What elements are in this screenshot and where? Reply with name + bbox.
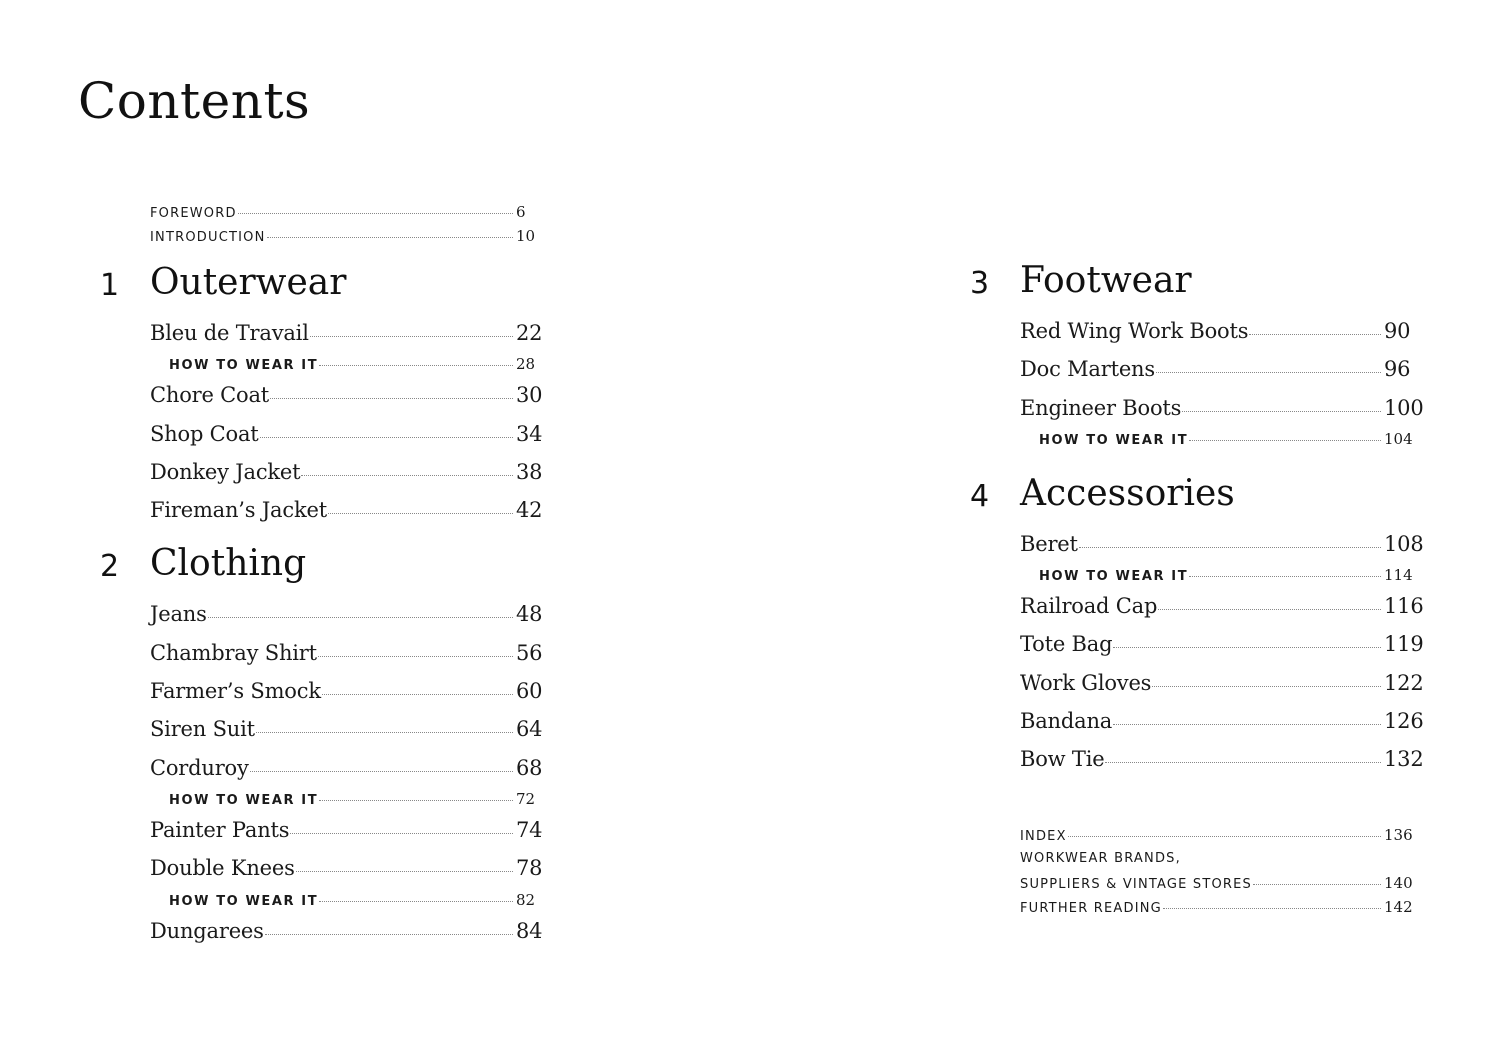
toc-page-number: 48 <box>516 602 543 627</box>
toc-page-number: 132 <box>1384 747 1424 772</box>
toc-page-number: 38 <box>516 459 543 484</box>
dot-leader <box>318 656 513 657</box>
toc-page-number: 114 <box>1384 566 1413 585</box>
dot-leader <box>208 617 513 618</box>
toc-entry[interactable] <box>1020 389 1424 427</box>
section-title: Clothing <box>150 543 307 585</box>
toc-page-number: 142 <box>1384 897 1413 916</box>
toc-entry-label: HOW TO WEAR IT <box>1039 569 1189 585</box>
toc-entry-label: Bow Tie <box>1020 747 1105 772</box>
toc-entry-label: HOW TO WEAR IT <box>169 893 319 909</box>
page-title: Contents <box>78 72 311 130</box>
dot-leader <box>1113 647 1381 648</box>
dot-leader <box>1158 609 1381 610</box>
section-title: Footwear <box>1020 260 1192 301</box>
toc-page-number: 74 <box>516 817 543 842</box>
toc-entry[interactable] <box>1020 664 1424 702</box>
toc-page-number: 6 <box>516 203 526 221</box>
dot-leader <box>1105 762 1381 763</box>
toc-page-number: 28 <box>516 355 536 374</box>
toc-entry-label: HOW TO WEAR IT <box>169 792 319 808</box>
toc-entry-label: Chambray Shirt <box>150 640 317 665</box>
toc-entry[interactable] <box>1020 587 1424 625</box>
toc-subentry-how-to-wear-it[interactable] <box>150 888 540 912</box>
toc-entry-label: Dungarees <box>150 918 264 943</box>
toc-page-number: 82 <box>516 890 536 909</box>
toc-page-number: 42 <box>516 498 543 523</box>
toc-page-number: 34 <box>516 421 543 446</box>
toc-entry-label: Farmer’s Smock <box>150 679 321 704</box>
toc-page-number: 116 <box>1384 594 1424 619</box>
toc-entry[interactable] <box>150 491 543 529</box>
toc-entry-label: Red Wing Work Boots <box>1020 319 1249 343</box>
dot-leader <box>328 513 513 514</box>
toc-left-column <box>100 200 543 950</box>
toc-page-number: 96 <box>1384 357 1411 382</box>
toc-entry[interactable] <box>150 415 543 453</box>
toc-page-number: 78 <box>516 856 543 881</box>
dot-leader <box>1189 440 1381 441</box>
toc-entry-label: FOREWORD <box>150 206 237 221</box>
dot-leader <box>265 934 513 935</box>
toc-entry-further-reading[interactable] <box>1020 895 1417 919</box>
dot-leader <box>1249 334 1381 335</box>
toc-page-number: 108 <box>1384 531 1424 556</box>
dot-leader <box>1253 884 1381 885</box>
toc-entry[interactable] <box>1020 625 1424 663</box>
toc-entry-label: Engineer Boots <box>1020 395 1182 420</box>
section-heading-accessories <box>970 472 1417 521</box>
toc-entry[interactable] <box>150 453 543 491</box>
toc-entry[interactable] <box>150 749 543 787</box>
toc-entry-label: HOW TO WEAR IT <box>1039 432 1189 448</box>
dot-leader <box>1152 686 1381 687</box>
toc-entry-label: Railroad Cap <box>1020 594 1158 619</box>
toc-entry-label: Donkey Jacket <box>150 459 301 484</box>
toc-page-number: 140 <box>1384 873 1413 892</box>
toc-entry-label: Chore Coat <box>150 383 270 408</box>
section-heading-clothing <box>100 543 540 591</box>
toc-entry-label: Beret <box>1020 531 1078 556</box>
toc-entry-brands-line1[interactable]: WORKWEAR BRANDS, <box>1020 850 1181 866</box>
dot-leader <box>322 694 513 695</box>
dot-leader <box>1079 547 1381 548</box>
toc-entry-label: Bandana <box>1020 709 1113 734</box>
toc-subentry-how-to-wear-it[interactable] <box>1020 427 1417 451</box>
dot-leader <box>270 398 513 399</box>
toc-entry[interactable] <box>150 376 543 414</box>
dot-leader <box>310 336 513 337</box>
toc-right-column <box>970 260 1424 919</box>
toc-entry[interactable] <box>150 634 543 672</box>
toc-entry-index[interactable] <box>1020 823 1417 847</box>
section-title: Outerwear <box>150 262 347 303</box>
toc-page-number: 22 <box>516 321 543 345</box>
dot-leader <box>1182 411 1381 412</box>
toc-entry-label: Doc Martens <box>1020 357 1155 382</box>
toc-entry-label: Shop Coat <box>150 421 259 446</box>
toc-entry-label: Double Knees <box>150 856 295 881</box>
section-number: 3 <box>970 266 990 301</box>
toc-page-number: 122 <box>1384 670 1424 695</box>
toc-entry-label: Tote Bag <box>1020 632 1113 657</box>
toc-entry[interactable] <box>150 672 543 710</box>
toc-page-number: 56 <box>516 640 543 665</box>
toc-page-number: 72 <box>516 789 536 808</box>
section-number: 4 <box>970 478 990 514</box>
dot-leader <box>296 871 513 872</box>
dot-leader <box>319 365 513 366</box>
toc-subentry-how-to-wear-it[interactable] <box>150 787 540 811</box>
dot-leader <box>1189 576 1381 577</box>
toc-entry[interactable] <box>150 849 543 887</box>
toc-entry-label: Corduroy <box>150 755 249 780</box>
toc-page-number: 68 <box>516 755 543 780</box>
toc-page-number: 30 <box>516 383 543 408</box>
toc-page-number: 136 <box>1384 825 1413 844</box>
toc-entry-label: INTRODUCTION <box>150 230 266 245</box>
section-number: 2 <box>100 549 120 585</box>
toc-page-number: 104 <box>1384 429 1413 448</box>
toc-entry[interactable] <box>1020 350 1417 388</box>
toc-entry-label: Bleu de Travail <box>150 321 309 345</box>
dot-leader <box>1156 372 1381 373</box>
dot-leader <box>1113 724 1381 725</box>
toc-entry-label: SUPPLIERS & VINTAGE STORES <box>1020 876 1253 892</box>
toc-entry-label: Siren Suit <box>150 717 255 742</box>
toc-page-number: 100 <box>1384 395 1424 420</box>
toc-page-number: 119 <box>1384 632 1424 657</box>
toc-entry[interactable] <box>1020 525 1424 563</box>
toc-entry[interactable] <box>1020 702 1424 740</box>
dot-leader <box>301 475 513 476</box>
section-heading-outerwear <box>100 262 540 310</box>
toc-entry[interactable] <box>150 314 543 352</box>
dot-leader <box>250 771 513 772</box>
dot-leader <box>319 901 513 902</box>
dot-leader <box>238 213 513 214</box>
toc-page-number: 60 <box>516 679 543 704</box>
toc-entry[interactable] <box>150 710 543 748</box>
back-matter <box>1020 823 1417 919</box>
toc-subentry-how-to-wear-it[interactable] <box>150 352 540 376</box>
toc-page-number: 90 <box>1384 319 1411 343</box>
toc-page-number: 64 <box>516 717 543 742</box>
toc-entry-label: Painter Pants <box>150 817 290 842</box>
toc-entry-label: FURTHER READING <box>1020 900 1162 916</box>
toc-entry-label: Fireman’s Jacket <box>150 498 327 523</box>
toc-entry-label: Work Gloves <box>1020 670 1152 695</box>
toc-entry-introduction[interactable] <box>150 224 540 248</box>
toc-entry-label: INDEX <box>1020 828 1067 844</box>
dot-leader <box>260 437 513 438</box>
section-number: 1 <box>100 268 120 303</box>
toc-entry[interactable] <box>150 912 543 950</box>
dot-leader <box>1068 836 1381 837</box>
toc-entry-label: HOW TO WEAR IT <box>169 358 319 374</box>
toc-page-number: 126 <box>1384 709 1424 734</box>
toc-entry[interactable] <box>150 811 543 849</box>
toc-page-number: 10 <box>516 227 536 245</box>
toc-entry[interactable] <box>1020 312 1417 350</box>
dot-leader <box>1163 908 1381 909</box>
toc-entry[interactable] <box>1020 740 1424 778</box>
toc-entry-foreword[interactable] <box>150 200 540 224</box>
toc-subentry-how-to-wear-it[interactable] <box>1020 563 1417 587</box>
dot-leader <box>267 237 514 238</box>
dot-leader <box>256 732 513 733</box>
toc-entry-brands[interactable] <box>1020 871 1417 895</box>
section-heading-footwear <box>970 260 1417 308</box>
toc-page-number: 84 <box>516 918 543 943</box>
section-title: Accessories <box>1020 472 1235 514</box>
dot-leader <box>290 833 513 834</box>
toc-entry[interactable] <box>150 595 543 633</box>
toc-entry-label: Jeans <box>150 602 207 627</box>
dot-leader <box>319 800 513 801</box>
